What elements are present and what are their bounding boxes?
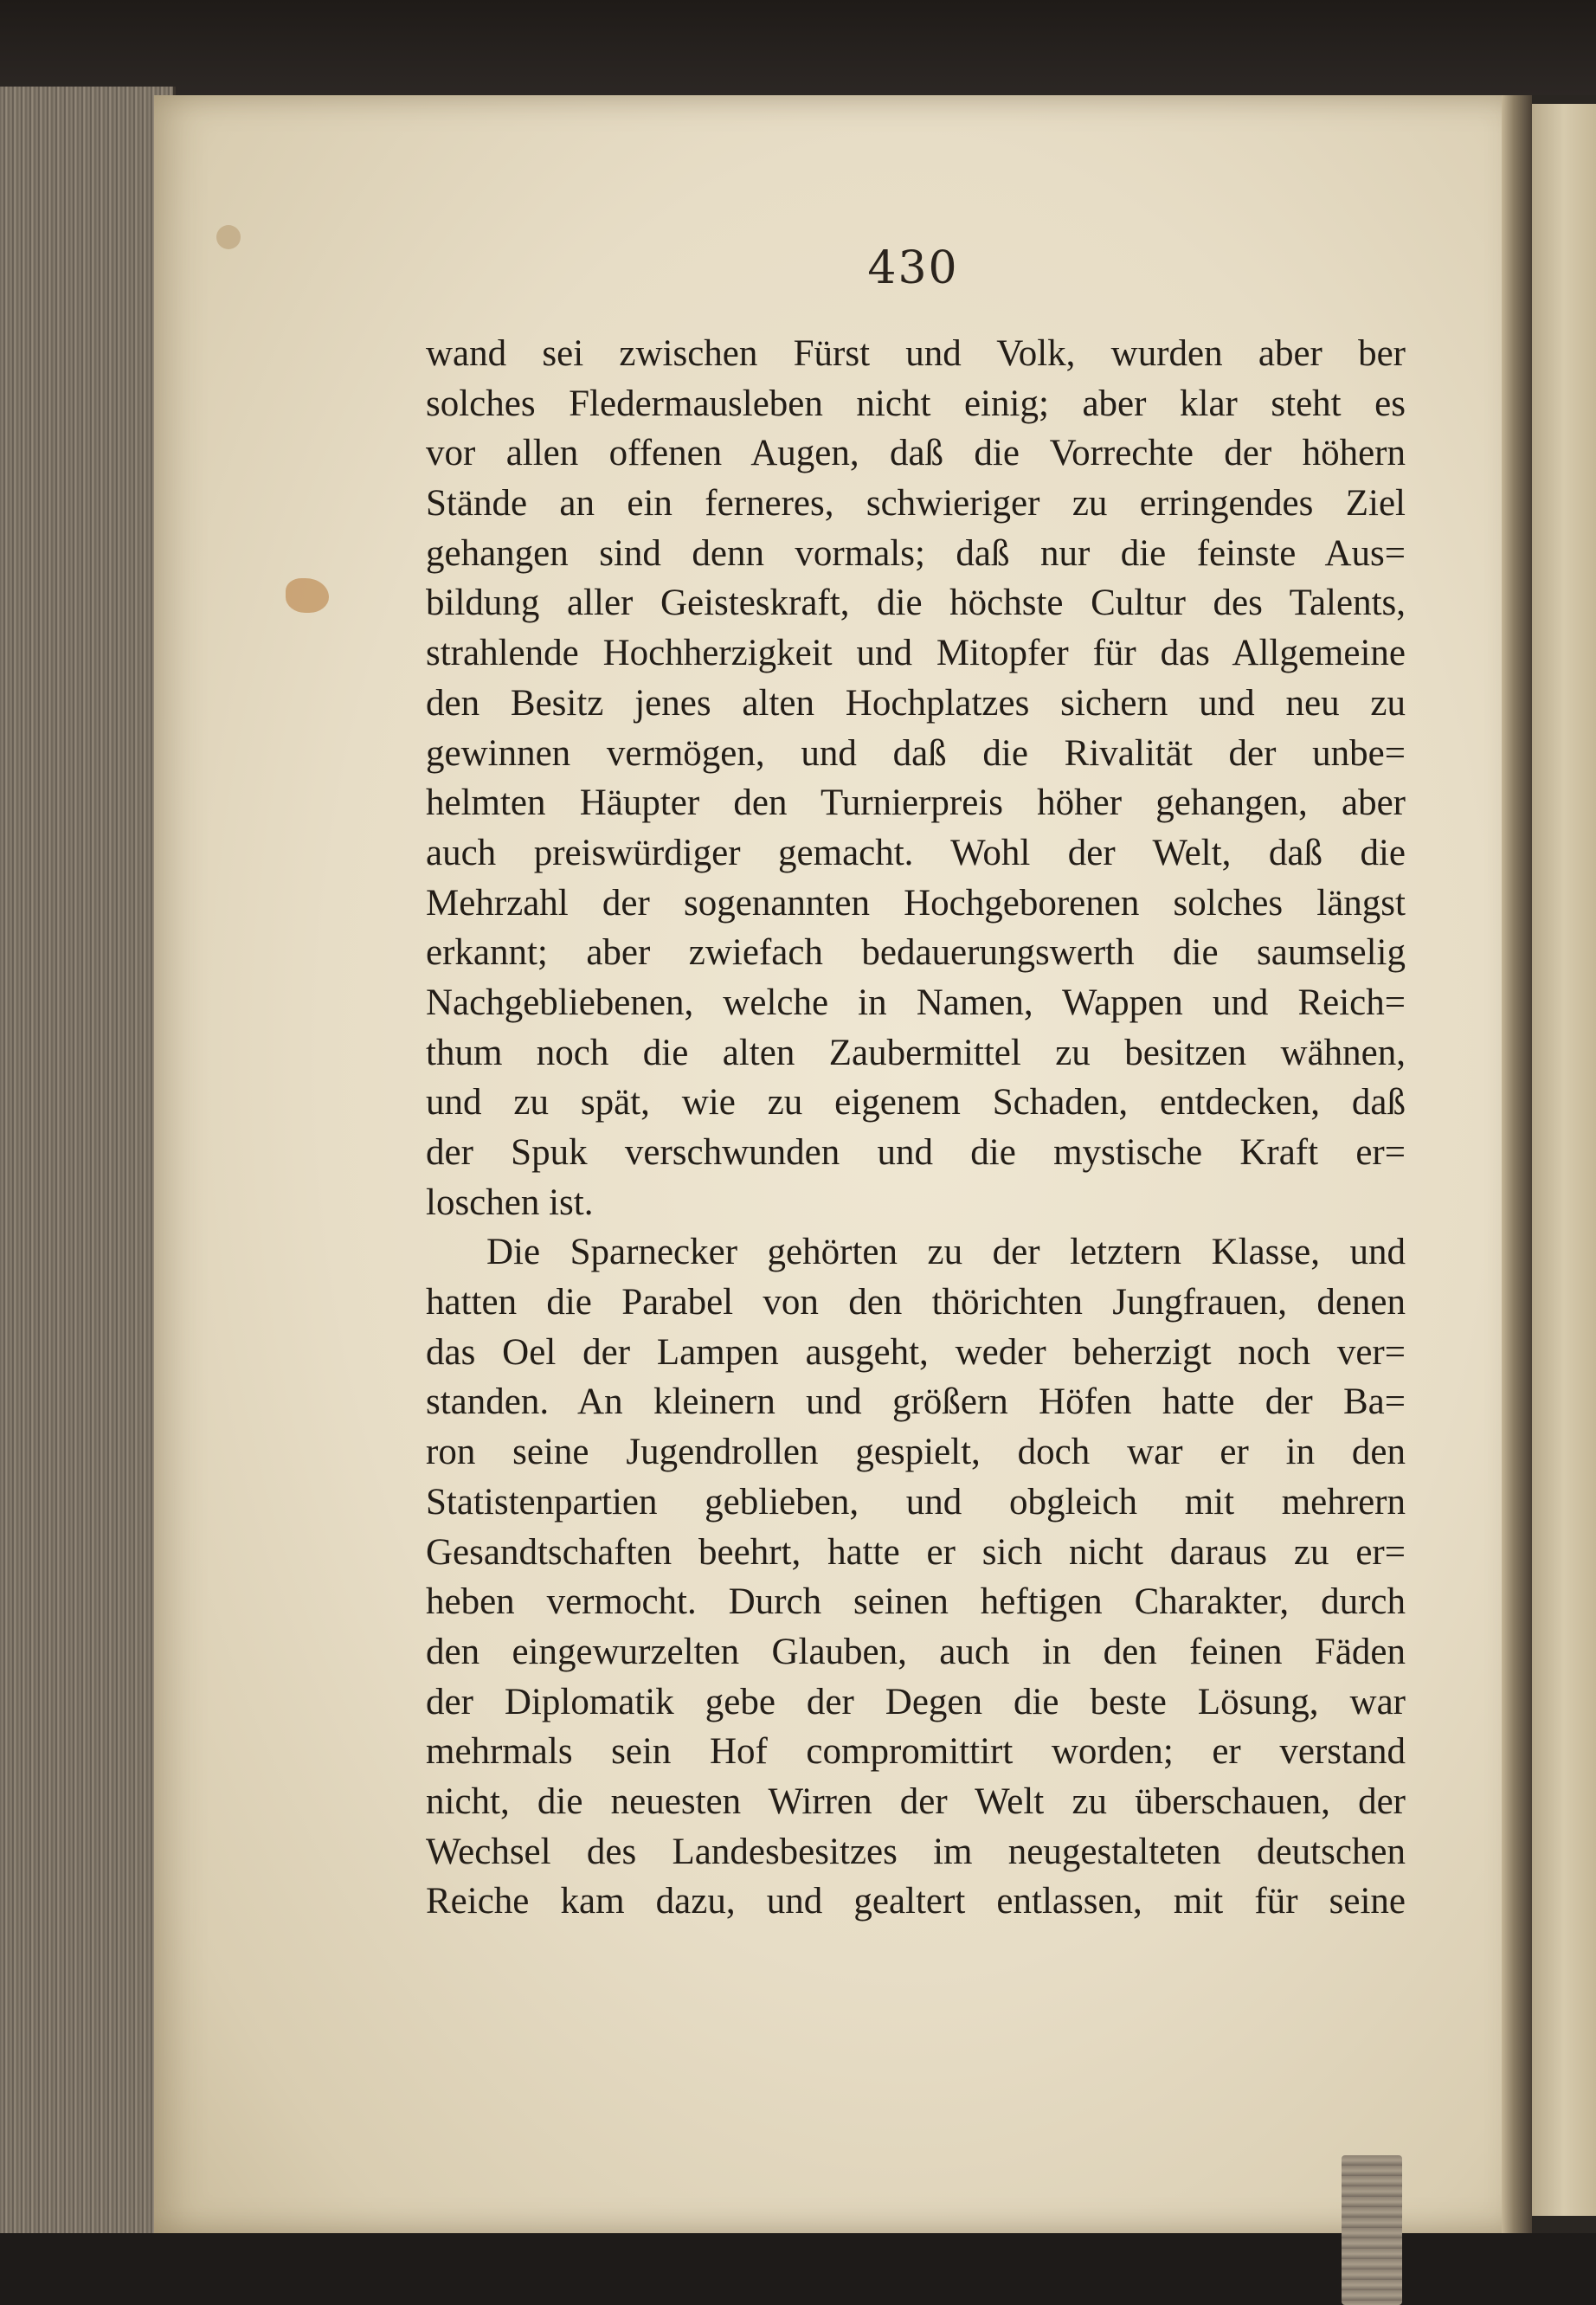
text-line: Die Sparnecker gehörten zu der letztern Klasse, und xyxy=(486,1232,1406,1273)
text-line: Gesandtschaften beehrt, hatte er sich nicht daraus zu er= xyxy=(426,1531,1406,1573)
text-line: loschen ist. xyxy=(426,1181,594,1223)
text-line: hatten die Parabel von den thörichten Jungfrauen, denen xyxy=(426,1282,1406,1323)
text-line: wand sei zwischen Fürst und Volk, wurden aber ber xyxy=(426,333,1406,374)
text-line: Mehrzahl der sogenannten Hochgeborenen solches längst xyxy=(426,882,1406,924)
text-line: vor allen offenen Augen, daß die Vorrechte der höhern xyxy=(426,433,1406,474)
paragraph xyxy=(426,329,1406,1227)
text-line: solches Fledermausleben nicht einig; aber klar steht es xyxy=(426,383,1406,424)
text-line: der Diplomatik gebe der Degen die beste Lösung, war xyxy=(426,1681,1406,1722)
text-line: Statistenpartien geblieben, und obgleich mit mehrern xyxy=(426,1481,1406,1523)
paper-stain xyxy=(286,578,329,613)
text-line: den eingewurzelten Glauben, auch in den feinen Fäden xyxy=(426,1631,1406,1672)
text-line: gehangen sind denn vormals; daß nur die feinste Aus= xyxy=(426,532,1406,574)
paragraph xyxy=(426,1227,1406,1927)
text-line: gewinnen vermögen, und daß die Rivalität der unbe= xyxy=(426,732,1406,774)
text-line: auch preiswürdiger gemacht. Wohl der Welt, daß die xyxy=(426,832,1406,873)
text-line: Wechsel des Landesbesitzes im neugestalteten deutschen xyxy=(426,1831,1406,1872)
text-line: nicht, die neuesten Wirren der Welt zu überschauen, der xyxy=(426,1780,1406,1822)
text-line: und zu spät, wie zu eigenem Schaden, entdecken, daß xyxy=(426,1082,1406,1124)
scan-border-top xyxy=(0,0,1596,95)
book-gutter xyxy=(1502,95,1532,2233)
text-line: mehrmals sein Hof compromittirt worden; er verstand xyxy=(426,1731,1406,1773)
page-number: 430 xyxy=(867,242,959,294)
facing-page-edge xyxy=(1532,104,1596,2216)
text-line: helmten Häupter den Turnierpreis höher gehangen, aber xyxy=(426,782,1406,824)
text-line: ron seine Jugendrollen gespielt, doch war er in den xyxy=(426,1432,1406,1473)
text-line: Reiche kam dazu, und gealtert entlassen, mit für seine xyxy=(426,1881,1406,1922)
text-line: heben vermocht. Durch seinen heftigen Charakter, durch xyxy=(426,1581,1406,1623)
book-page-edges xyxy=(0,87,176,2233)
text-line: thum noch die alten Zaubermittel zu besitzen wähnen, xyxy=(426,1032,1406,1073)
body-text xyxy=(426,329,1406,1927)
text-line: Nachgebliebenen, welche in Namen, Wappen und Reich= xyxy=(426,982,1406,1023)
text-line: Stände an ein ferneres, schwieriger zu erringendes Ziel xyxy=(426,483,1406,525)
text-line: den Besitz jenes alten Hochplatzes sichern und neu zu xyxy=(426,682,1406,724)
text-line: das Oel der Lampen ausgeht, weder beherzigt noch ver= xyxy=(426,1331,1406,1373)
text-line: strahlende Hochherzigkeit und Mitopfer für das Allgemeine xyxy=(426,633,1406,674)
bookmark-ribbon xyxy=(1342,2155,1402,2305)
text-line: bildung aller Geisteskraft, die höchste Cultur des Talents, xyxy=(426,583,1406,624)
text-line: standen. An kleinern und größern Höfen hatte der Ba= xyxy=(426,1381,1406,1423)
text-line: der Spuk verschwunden und die mystische Kraft er= xyxy=(426,1132,1406,1173)
text-line: erkannt; aber zwiefach bedauerungswerth die saumselig xyxy=(426,932,1406,974)
